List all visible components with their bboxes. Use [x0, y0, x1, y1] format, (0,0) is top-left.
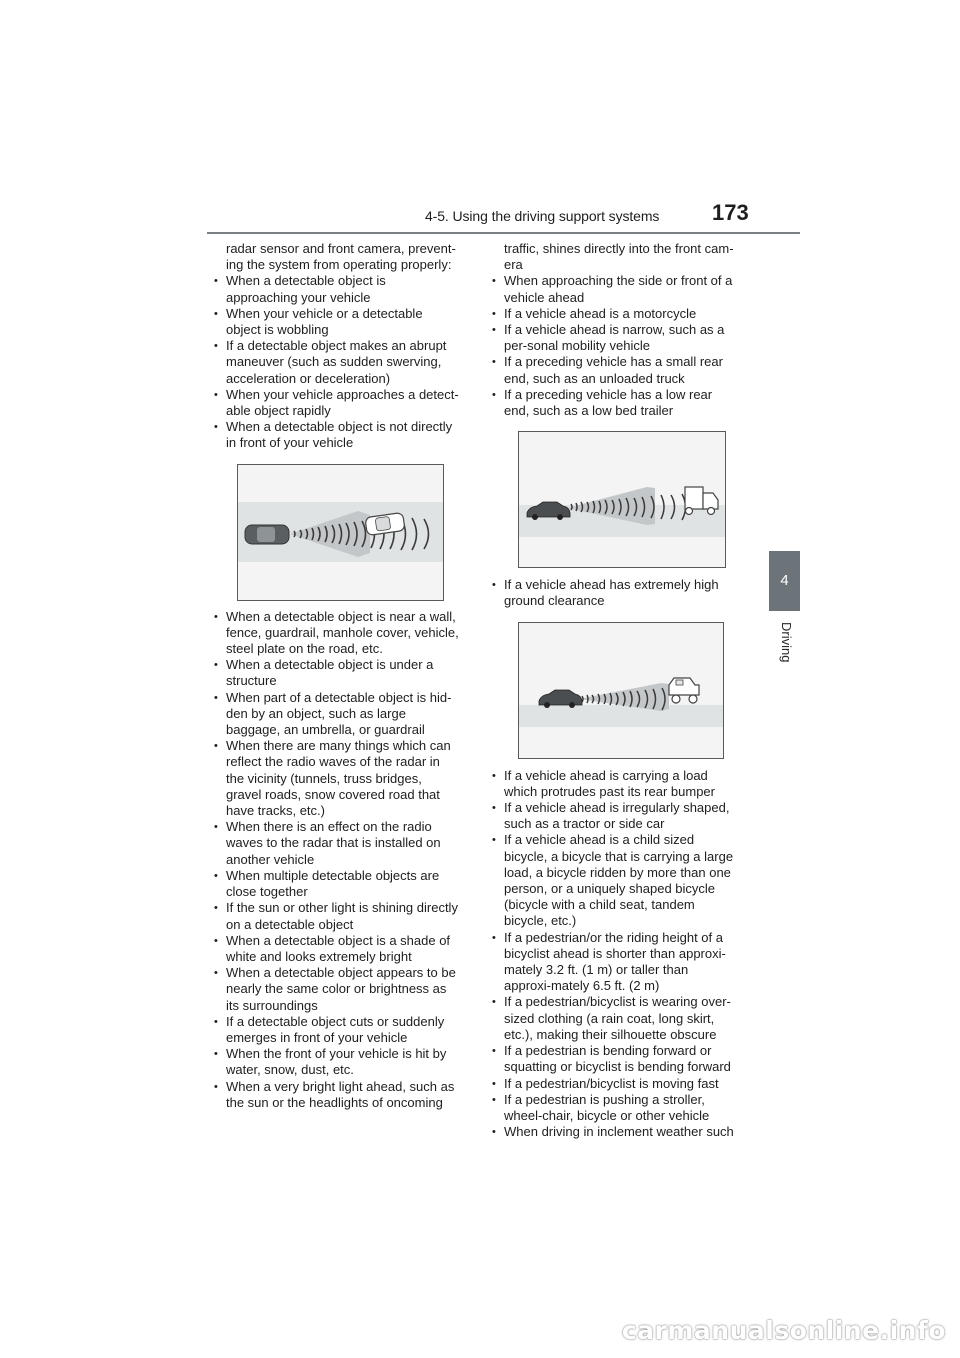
list-item: • If a vehicle ahead is carrying a load which protrudes past its rear bumper — [488, 768, 738, 800]
list-item: • If a pedestrian/bicyclist is moving fast — [488, 1076, 738, 1092]
list-item: • If a vehicle ahead is narrow, such as a per-sonal mobility vehicle — [488, 322, 738, 354]
right-column — [488, 241, 738, 1140]
list-item: • If a detectable object makes an abrupt maneuver (such as sudden swerving, acceleration or deceleration) — [210, 338, 460, 387]
bullet-list — [488, 273, 738, 419]
list-item: • When a detectable object is under a structure — [210, 657, 460, 689]
continuation-text: traffic, shines directly into the front cam-era — [504, 241, 734, 273]
list-item: • When your vehicle approaches a detect-able object rapidly — [210, 387, 460, 419]
illustration-high-clearance-vehicle — [518, 622, 724, 759]
list-item: • When approaching the side or front of a vehicle ahead — [488, 273, 738, 305]
bullet-list — [210, 273, 460, 451]
list-item: • When a detectable object is near a wall, fence, guardrail, manhole cover, vehicle, steel plate on the road, etc. — [210, 609, 460, 658]
list-item: • When a detectable object is approaching your vehicle — [210, 273, 460, 305]
list-item: • When your vehicle or a detectable object is wobbling — [210, 306, 460, 338]
list-item: • If a pedestrian is bending forward or squatting or bicyclist is bending forward — [488, 1043, 738, 1075]
list-item: • When part of a detectable object is hid-den by an object, such as large baggage, an umbrella, or guardrail — [210, 690, 460, 739]
illustration-vehicle-approaching-sideways — [237, 464, 444, 601]
list-item: • If the sun or other light is shining directly on a detectable object — [210, 900, 460, 932]
list-item: • When a detectable object is not directly in front of your vehicle — [210, 419, 460, 451]
list-item: • When multiple detectable objects are close together — [210, 868, 460, 900]
illustration-truck-ahead — [518, 431, 726, 568]
bullet-list — [488, 577, 738, 609]
list-item: • When a detectable object is a shade of white and looks extremely bright — [210, 933, 460, 965]
list-item: • If a pedestrian is pushing a stroller, wheel-chair, bicycle or other vehicle — [488, 1092, 738, 1124]
list-item: • When there is an effect on the radio waves to the radar that is installed on another vehicle — [210, 819, 460, 868]
chapter-label: Driving — [779, 622, 794, 663]
watermark[interactable]: carmanualsonline.info — [621, 1316, 946, 1345]
list-item: • When a very bright light ahead, such as the sun or the headlights of oncoming — [210, 1079, 460, 1111]
list-item: • If a vehicle ahead is a child sized bicycle, a bicycle that is carrying a large load, a bicycle ridden by more than one person, or a uniquely shaped bicycle (bicycle with a child seat, tandem bicycle, etc.) — [488, 832, 738, 929]
intro-text: radar sensor and front camera, prevent-ing the system from operating properly: — [226, 241, 456, 273]
own-vehicle — [245, 525, 289, 544]
header-rule — [207, 232, 800, 234]
bullet-list — [210, 609, 460, 1111]
list-item: • When driving in inclement weather such — [488, 1124, 738, 1140]
left-column — [210, 241, 460, 1111]
bullet-list — [488, 768, 738, 1141]
chapter-tab[interactable]: 4 — [769, 551, 800, 611]
list-item: • When there are many things which can reflect the radio waves of the radar in the vicinity (tunnels, truss bridges, gravel roads, snow covered road that have tracks, etc.) — [210, 738, 460, 819]
list-item: • If a pedestrian/bicyclist is wearing over-sized clothing (a rain coat, long skirt, etc.), making their silhouette obscure — [488, 994, 738, 1043]
list-item: • When the front of your vehicle is hit by water, snow, dust, etc. — [210, 1046, 460, 1078]
page-header-title: 4-5. Using the driving support systems — [425, 208, 660, 224]
list-item: • If a preceding vehicle has a small rear end, such as an unloaded truck — [488, 354, 738, 386]
page-number: 173 — [712, 200, 749, 225]
list-item: • When a detectable object appears to be nearly the same color or brightness as its surroundings — [210, 965, 460, 1014]
list-item: • If a detectable object cuts or suddenly emerges in front of your vehicle — [210, 1014, 460, 1046]
list-item: • If a vehicle ahead has extremely high ground clearance — [488, 577, 738, 609]
list-item: • If a vehicle ahead is a motorcycle — [488, 306, 738, 322]
list-item: • If a vehicle ahead is irregularly shaped, such as a tractor or side car — [488, 800, 738, 832]
list-item: • If a pedestrian/or the riding height of a bicyclist ahead is shorter than approxi-mately 3.2 ft. (1 m) or taller than approxi-mately 6.5 ft. (2 m) — [488, 930, 738, 995]
list-item: • If a preceding vehicle has a low rear end, such as a low bed trailer — [488, 387, 738, 419]
